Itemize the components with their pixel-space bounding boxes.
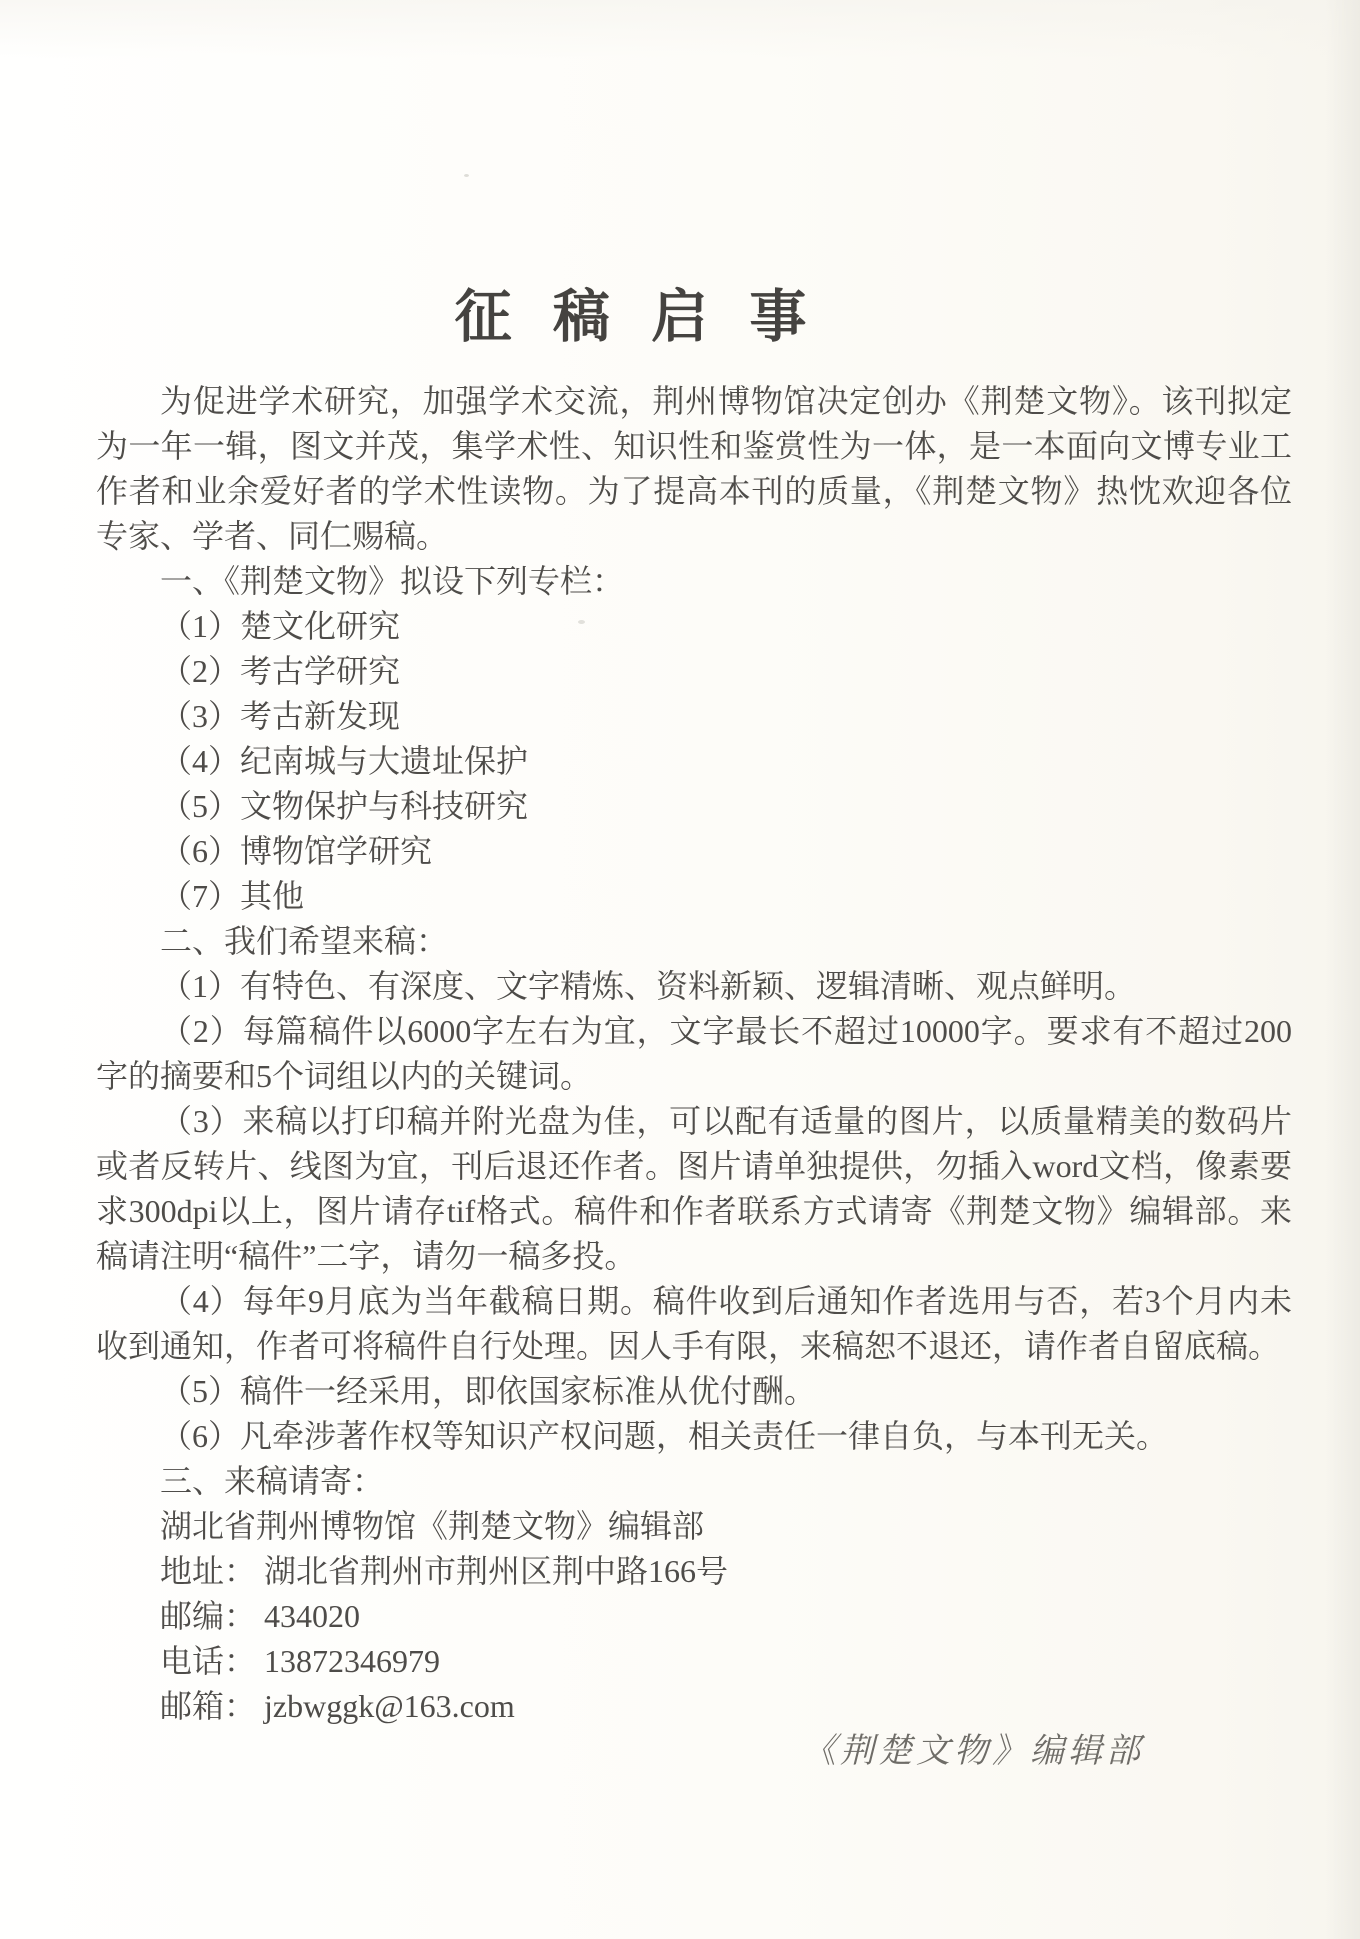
document-body [96, 379, 1292, 1774]
phone-line: 电话： 13872346979 [160, 1643, 441, 1679]
section1-item-7: （7）其他 [160, 878, 305, 914]
section2-item-4: （4）每年9月底为当年截稿日期。稿件收到后通知作者选用与否，若3个月内未收到通知，作者可将稿件自行处理。因人手有限，来稿恕不退还，请作者自留底稿。 [96, 1283, 1292, 1364]
intro-paragraph: 为促进学术研究，加强学术交流，荆州博物馆决定创办《荆楚文物》。该刊拟定为一年一辑，图文并茂，集学术性、知识性和鉴赏性为一体，是一本面向文博专业工作者和业余爱好者的学术性读物。为了提高本刊的质量，《荆楚文物》热忱欢迎各位专家、学者、同仁赐稿。 [96, 383, 1292, 554]
section1-item-6: （6）博物馆学研究 [160, 833, 433, 869]
scan-speck [464, 174, 469, 177]
section3-heading: 三、来稿请寄： [160, 1463, 385, 1499]
section2-heading: 二、我们希望来稿： [160, 923, 449, 959]
section1-item-1: （1）楚文化研究 [160, 608, 401, 644]
postal-code-line: 邮编： 434020 [160, 1598, 361, 1634]
editorial-signature: 《荆楚文物》编辑部 [802, 1733, 1144, 1770]
section1-heading: 一、《荆楚文物》拟设下列专栏： [160, 563, 625, 599]
street-address-line: 地址： 湖北省荆州市荆州区荆中路166号 [160, 1553, 729, 1589]
email-line: 邮箱： jzbwggk@163.com [160, 1688, 515, 1724]
section2-item-3: （3）来稿以打印稿并附光盘为佳，可以配有适量的图片，以质量精美的数码片或者反转片、线图为宜，刊后退还作者。图片请单独提供，勿插入word文档，像素要求300dpi以上，图片请存tif格式。稿件和作者联系方式请寄《荆楚文物》编辑部。来稿请注明“稿件”二字，请勿一稿多投。 [96, 1103, 1292, 1274]
section2-item-5: （5）稿件一经采用，即依国家标准从优付酬。 [160, 1373, 817, 1409]
section1-item-2: （2）考古学研究 [160, 653, 401, 689]
section2-item-2: （2）每篇稿件以6000字左右为宜，文字最长不超过10000字。要求有不超过200字的摘要和5个词组以内的关键词。 [96, 1013, 1292, 1094]
page-title: 征 稿 启 事 [454, 286, 816, 350]
mailing-address-line: 湖北省荆州博物馆《荆楚文物》编辑部 [160, 1508, 705, 1544]
section2-item-1: （1）有特色、有深度、文字精炼、资料新颖、逻辑清晰、观点鲜明。 [160, 968, 1137, 1004]
section1-item-4: （4）纪南城与大遗址保护 [160, 743, 529, 779]
section1-item-5: （5）文物保护与科技研究 [160, 788, 529, 824]
section1-item-3: （3）考古新发现 [160, 698, 401, 734]
section2-item-6: （6）凡牵涉著作权等知识产权问题，相关责任一律自负，与本刊无关。 [160, 1418, 1169, 1454]
